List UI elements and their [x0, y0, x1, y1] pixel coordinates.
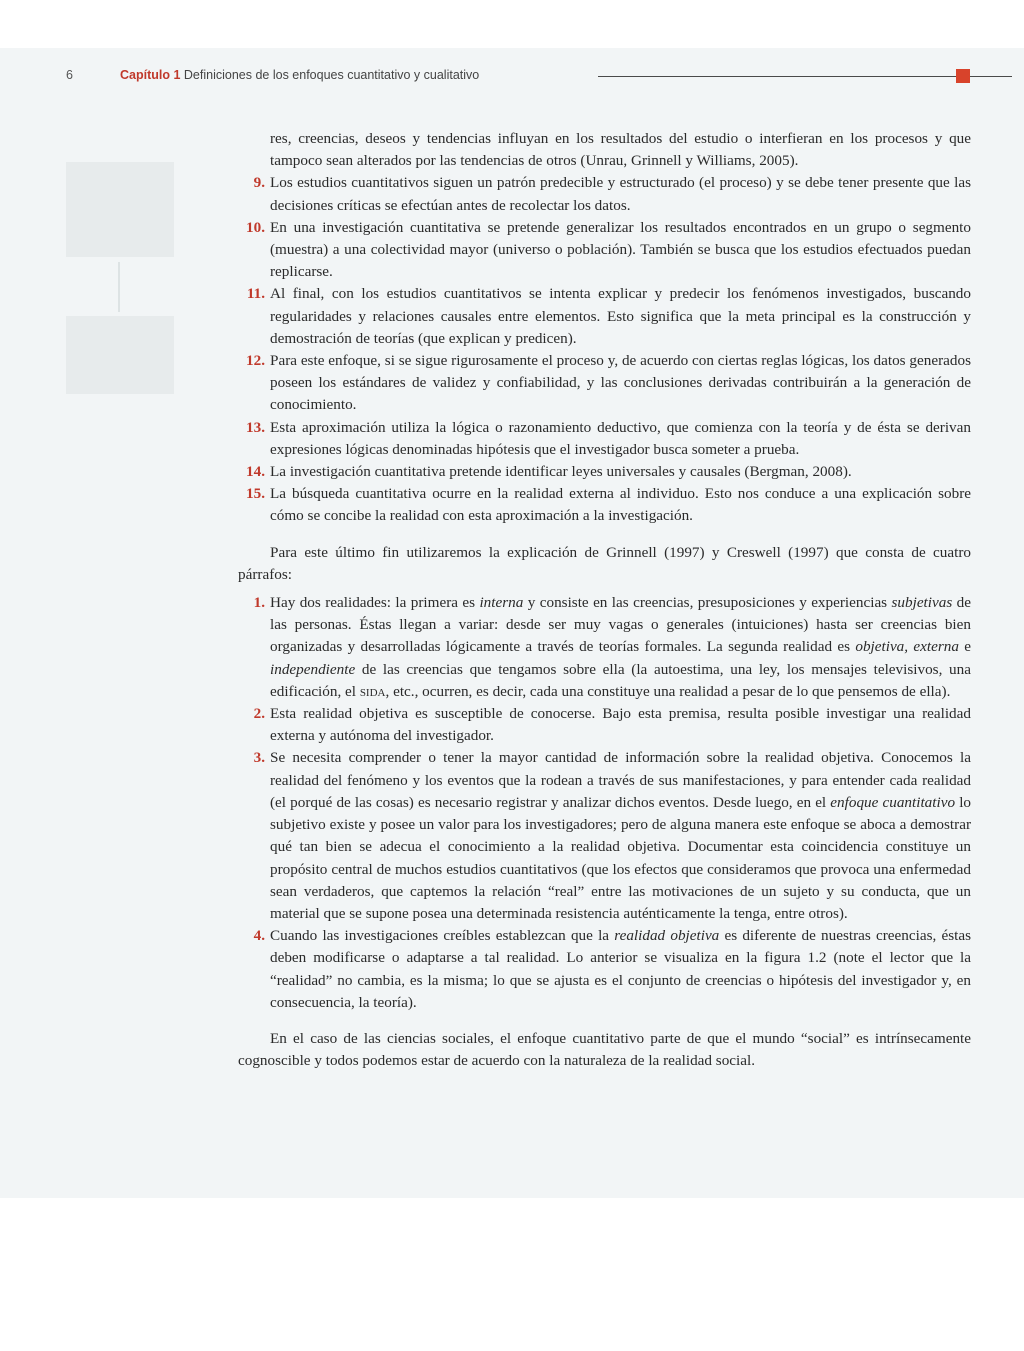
item-text: e [958, 638, 971, 656]
page-number: 6 [66, 68, 73, 82]
item-text: Esta aproximación utiliza la lógica o razonamiento deductivo, que comienza con la teoría y de ésta se derivan expresiones lógicas denominadas hipótesis que el investigador busca someter a prueba. [270, 418, 971, 458]
list-item [238, 703, 971, 747]
item-text: Esta realidad objetiva es susceptible de conocerse. Bajo esta premisa, resulta posible investigar una realidad externa y autónoma del investigador. [270, 705, 971, 745]
item-text: La investigación cuantitativa pretende identificar leyes universales y causales (Bergman, 2008). [270, 463, 852, 481]
item-number: 2. [253, 705, 265, 723]
list-item [238, 747, 971, 925]
body-text [238, 128, 971, 1072]
item-text: de las creencias que tengamos sobre ella (la autoestima, una ley, los mensajes televisivos, una edificación, el [270, 660, 971, 700]
bleed-through-box [66, 162, 174, 257]
list-item [238, 483, 971, 527]
item-text: es diferente de nuestras creencias, éstas deben modificarse o adaptarse a tal realidad. Lo anterior se visualiza en la figura 1.2 (note el lector que la “realidad” no cambia, es la misma; lo que se ajusta es el conjunto de creencias o hipótesis del investigador y, en consecuencia, la teoría). [270, 927, 972, 1011]
item-text: Hay dos realidades: la primera es [270, 594, 480, 612]
item-number: 14. [246, 463, 265, 481]
chapter-label: Capítulo 1 [120, 68, 181, 82]
item-text: Los estudios cuantitativos siguen un patrón predecible y estructurado (el proceso) y se debe tener presente que las decisiones críticas se efectúan antes de recolectar los datos. [270, 174, 971, 214]
four-paragraphs-list [238, 592, 971, 1014]
item-text: La búsqueda cuantitativa ocurre en la realidad externa al individuo. Esto nos conduce a una explicación sobre cómo se concibe la realidad con esta aproximación a la investigación. [270, 485, 971, 525]
item-number: 15. [246, 485, 265, 503]
intro-paragraph: Para este último fin utilizaremos la explicación de Grinnell (1997) y Creswell (1997) que consta de cuatro párrafos: [238, 543, 971, 583]
item-number: 13. [246, 418, 265, 436]
emphasis: subjetivas [891, 594, 953, 612]
item-text: y consiste en las creencias, presuposiciones y experiencias [523, 594, 892, 612]
emphasis: objetiva, externa [855, 638, 959, 656]
item-number: 12. [246, 352, 265, 370]
list-item [238, 461, 971, 483]
item-number: 4. [253, 927, 265, 945]
list-item [238, 283, 971, 350]
list-item [238, 417, 971, 461]
item-text: lo subjetivo existe y posee un valor para los investigadores; pero de alguna manera este enfoque se aboca a demostrar qué tan bien se adecua el conocimiento a la realidad objetiva. Documentar esta coincidencia constituye un propósito central de muchos estudios cuantitativos (que los efectos que consideramos que provoca una enfermedad sean verdaderos, que captemos la relación “real” entre las motivaciones de un sujeto y su conducta, que un material que se supone posea una determinada resistencia auténticamente la tenga, entre otros). [270, 793, 972, 922]
bleed-through-connector [118, 262, 120, 312]
list-item [238, 217, 971, 284]
item-text: Al final, con los estudios cuantitativos se intenta explicar y predecir los fenómenos investigados, buscando regularidades y relaciones causales entre elementos. Esto significa que la meta principal es la construcción y demostración de teorías (que explican y predicen). [270, 285, 971, 347]
item-text: Para este enfoque, si se sigue rigurosamente el proceso y, de acuerdo con ciertas reglas lógicas, los datos generados poseen los estándares de validez y confiabilidad, y las conclusiones derivadas contribuirán a la generación de conocimiento. [270, 352, 971, 414]
accent-square [956, 69, 970, 83]
item-number: 10. [246, 218, 265, 236]
item-number: 11. [246, 285, 265, 303]
bleed-through-box [66, 316, 174, 394]
list-item [238, 925, 971, 1014]
item-text: Se necesita comprender o tener la mayor cantidad de información sobre la realidad objetiva. Conocemos la realidad del fenómeno y los eventos que la rodean a través de sus manifestaciones, y para entender cada realidad (el porqué de las cosas) es necesario registrar y analizar dichos eventos. Desde luego, en el [270, 749, 971, 811]
item-text: En una investigación cuantitativa se pretende generalizar los resultados encontrados en un grupo o segmento (muestra) a una colectividad mayor (universo o población). También se busca que los estudios efectuados puedan replicarse. [270, 218, 971, 281]
item-text: Cuando las investigaciones creíbles establezcan que la [270, 927, 615, 945]
emphasis: interna [479, 594, 524, 612]
header-rule [598, 76, 1012, 77]
continued-paragraph: res, creencias, deseos y tendencias influyan en los resultados del estudio o interfieran en los procesos y que tampoco sean alterados por las tendencias de otros (Unrau, Grinnell y Williams, 2005). [270, 130, 971, 170]
closing-paragraph: En el caso de las ciencias sociales, el enfoque cuantitativo parte de que el mundo “social” es intrínsecamente cognoscible y todos podemos estar de acuerdo con la naturaleza de la realidad social. [238, 1029, 971, 1070]
list-item [238, 592, 971, 703]
chapter-title: Definiciones de los enfoques cuantitativo y cualitativo [183, 68, 480, 82]
characteristics-list [238, 172, 971, 527]
list-item [238, 350, 971, 417]
list-item [238, 172, 971, 216]
running-head [120, 68, 479, 82]
emphasis: enfoque cuantitativo [830, 793, 956, 811]
small-caps-acronym: sida [359, 682, 386, 700]
page-header [0, 66, 1024, 88]
item-text: de las personas. Éstas llegan a variar: desde ser muy vagas o generales (intuiciones) hasta ser creencias bien organizadas y desarrolladas lógicamente a través de teorías formales. La segunda realidad es [270, 594, 971, 656]
item-number: 3. [253, 749, 265, 767]
emphasis: independiente [270, 660, 356, 678]
item-number: 1. [253, 594, 265, 612]
item-text: , etc., ocurren, es decir, cada una constituye una realidad a pesar de lo que pensemos de ella). [385, 682, 951, 700]
emphasis: realidad objetiva [614, 927, 720, 945]
item-number: 9. [253, 174, 265, 192]
